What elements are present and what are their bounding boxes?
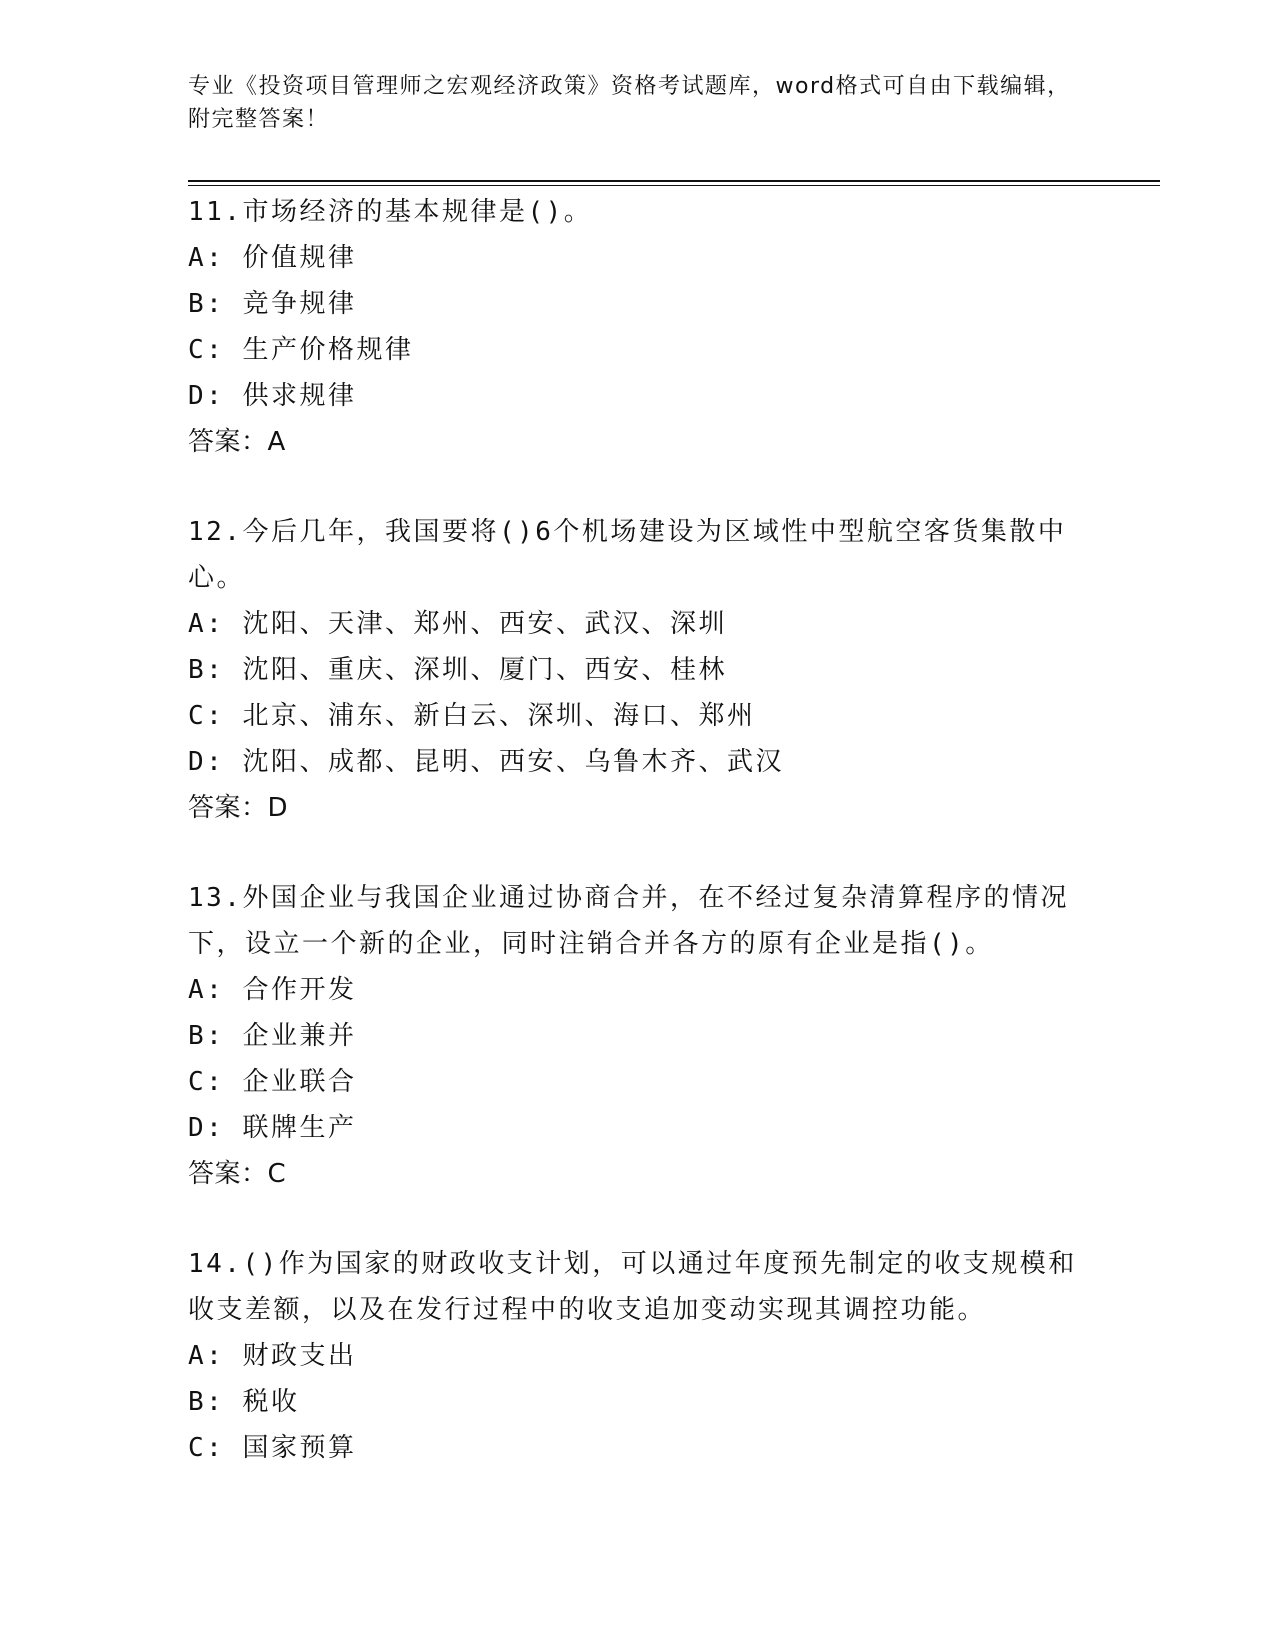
question-11 — [188, 189, 1088, 465]
question-stem: 14.()作为国家的财政收支计划，可以通过年度预先制定的收支规模和收支差额，以及在发行过程中的收支追加变动实现其调控功能。 — [188, 1249, 1077, 1325]
option-d: D: 供求规律 — [188, 381, 357, 411]
question-13 — [188, 875, 1088, 1197]
answer-label: 答案：A — [188, 427, 286, 457]
option-b: B: 企业兼并 — [188, 1021, 357, 1051]
header-divider-thick — [188, 180, 1160, 182]
answer-label: 答案：C — [188, 1159, 287, 1189]
question-stem: 11.市场经济的基本规律是()。 — [188, 197, 593, 227]
option-a: A: 财政支出 — [188, 1341, 357, 1371]
option-c: C: 国家预算 — [188, 1433, 357, 1463]
answer-label: 答案：D — [188, 793, 289, 823]
option-a: A: 价值规律 — [188, 243, 357, 273]
option-d: D: 沈阳、成都、昆明、西安、乌鲁木齐、武汉 — [188, 747, 784, 777]
question-14 — [188, 1241, 1088, 1471]
option-c: C: 企业联合 — [188, 1067, 357, 1097]
option-c: C: 生产价格规律 — [188, 335, 414, 365]
option-b: B: 沈阳、重庆、深圳、厦门、西安、桂林 — [188, 655, 727, 685]
header-divider-thin — [188, 185, 1160, 186]
question-12 — [188, 509, 1088, 831]
question-stem: 12.今后几年，我国要将()6个机场建设为区域性中型航空客货集散中心。 — [188, 517, 1067, 593]
option-b: B: 税收 — [188, 1387, 300, 1417]
option-b: B: 竞争规律 — [188, 289, 357, 319]
option-a: A: 合作开发 — [188, 975, 357, 1005]
option-c: C: 北京、浦东、新白云、深圳、海口、郑州 — [188, 701, 756, 731]
option-a: A: 沈阳、天津、郑州、西安、武汉、深圳 — [188, 609, 727, 639]
question-list — [188, 189, 1088, 1515]
option-d: D: 联牌生产 — [188, 1113, 357, 1143]
document-intro: 专业《投资项目管理师之宏观经济政策》资格考试题库，word格式可自由下载编辑，附完整答案！ — [188, 74, 1071, 132]
question-stem: 13.外国企业与我国企业通过协商合并，在不经过复杂清算程序的情况下，设立一个新的企业，同时注销合并各方的原有企业是指()。 — [188, 883, 1069, 959]
